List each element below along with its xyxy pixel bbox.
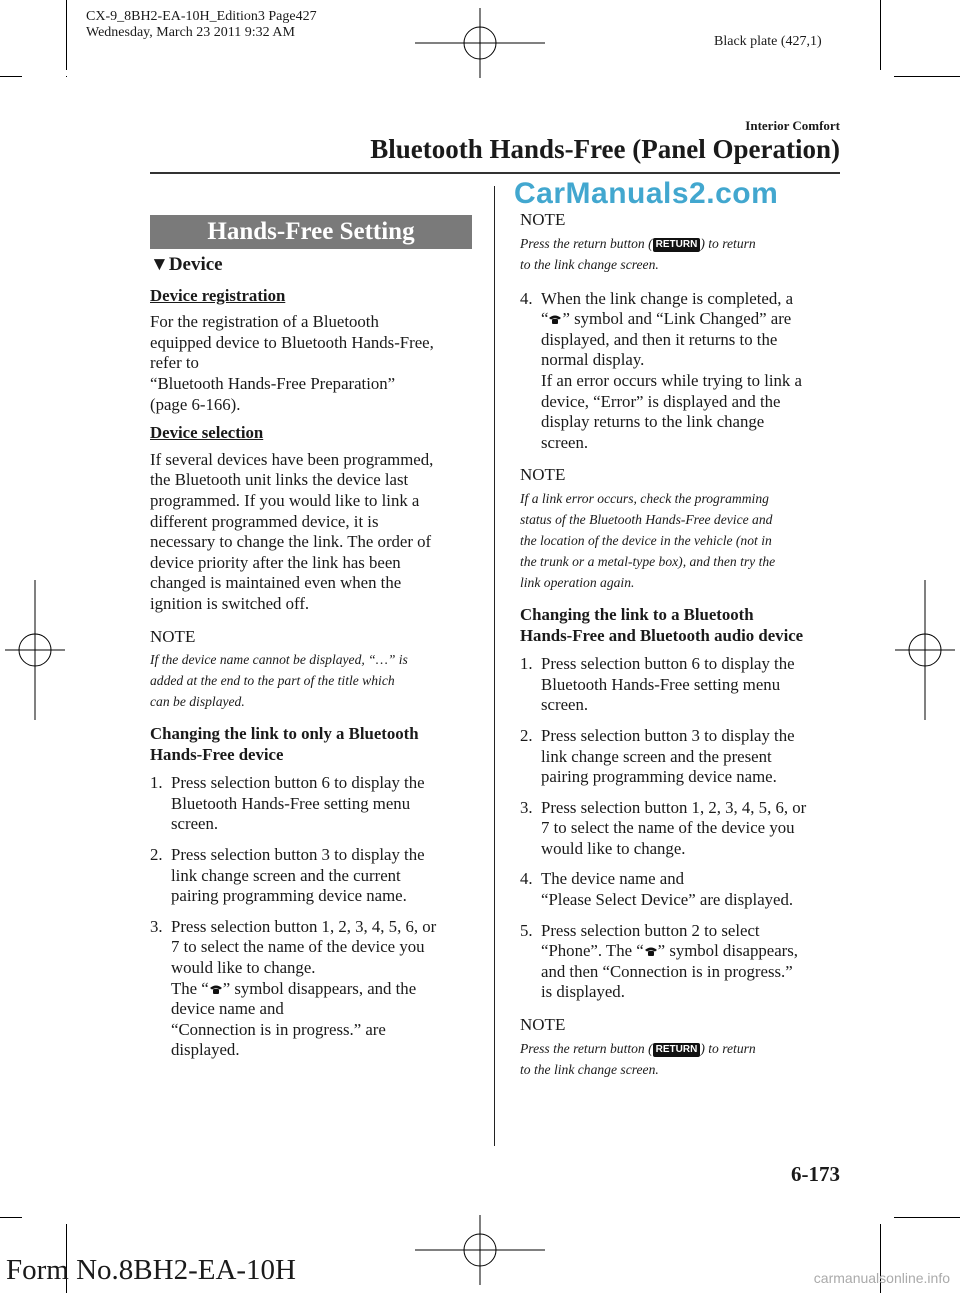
crop-mark <box>894 1217 960 1218</box>
list-item: 2. Press selection button 3 to display the link change screen and the current pairing programming device name. <box>150 845 425 906</box>
phone-icon <box>209 983 223 995</box>
triangle-icon: ▼ <box>150 254 169 275</box>
crop-mark <box>0 76 22 77</box>
registration-crosshair-bottom <box>415 1215 545 1285</box>
note-text: If the device name cannot be displayed, “…” is added at the end to the part of the title which can be displayed. <box>150 652 408 710</box>
crop-mark <box>880 0 881 70</box>
list-item: 1. Press selection button 6 to display the Bluetooth Hands-Free setting menu screen. <box>520 654 795 715</box>
crop-mark <box>66 0 67 70</box>
note-label: NOTE <box>520 465 566 485</box>
note-label: NOTE <box>150 626 196 646</box>
subsection-heading: Changing the link to a Bluetooth Hands-Free and Bluetooth audio device <box>520 604 804 645</box>
list-item: 4. When the link change is completed, a “ ” symbol and “Link Changed” are displayed, and then it returns to the normal display. If an error occurs while trying to link a device, “Error” is displayed and the display returns to the link change screen. <box>520 288 802 452</box>
print-file-line: CX-9_8BH2-EA-10H_Edition3 Page427 <box>86 9 317 24</box>
header-rule <box>150 172 840 174</box>
note-label: NOTE <box>520 1015 566 1035</box>
return-button-icon: RETURN <box>653 1043 701 1057</box>
list-item: 5. Press selection button 2 to select “Phone”. The “ ” symbol disappears, and then “Connection is in progress.” is displayed. <box>520 920 798 1002</box>
phone-icon <box>644 945 658 957</box>
list-item: 3. Press selection button 1, 2, 3, 4, 5, 6, or 7 to select the name of the device you would like to change. The “ ” symbol disappears, and the device name and “Connection is in progress.” are displayed. <box>150 916 437 1060</box>
selection-paragraph: If several devices have been programmed, the Bluetooth unit links the device last programmed. If you would like to link a different programmed device, it is necessary to change the link. The order of device priority after the link has been changed is maintained even when the ignition is switched off. <box>150 449 434 613</box>
column-divider <box>494 186 495 1146</box>
list-item: 3. Press selection button 1, 2, 3, 4, 5, 6, or 7 to select the name of the device you would like to change. <box>520 797 807 858</box>
note-text: Press the return button ( RETURN ) to return to the link change screen. <box>520 235 756 272</box>
note-text: If a link error occurs, check the programming status of the Bluetooth Hands-Free device and the location of the device in the vehicle (not in the trunk or a metal-type box), and then try the link operation again. <box>520 490 776 590</box>
print-date-line: Wednesday, March 23 2011 9:32 AM <box>86 25 295 40</box>
list-item: 4. The device name and “Please Select Device” are displayed. <box>520 869 794 910</box>
page-number: 6-173 <box>791 1162 840 1186</box>
subsection-heading: Changing the link to only a Bluetooth Hands-Free device <box>150 724 419 764</box>
return-button-icon: RETURN <box>653 238 701 252</box>
right-column <box>520 210 842 1088</box>
device-registration-title: Device registration <box>150 285 286 305</box>
watermark-text: CarManuals2.com <box>514 177 779 210</box>
device-heading: ▼Device <box>150 254 223 275</box>
crop-mark <box>66 76 67 77</box>
page-title: Bluetooth Hands-Free (Panel Operation) <box>370 134 840 164</box>
device-selection-title: Device selection <box>150 423 264 443</box>
registration-crosshair-top <box>415 8 545 78</box>
list-item: 2. Press selection button 3 to display the link change screen and the present pairing programming device name. <box>520 725 795 787</box>
form-number: Form No.8BH2-EA-10H <box>6 1254 296 1286</box>
section-banner: Hands-Free Setting <box>150 215 472 249</box>
phone-icon <box>548 313 562 325</box>
plate-label: Black plate (427,1) <box>714 34 822 49</box>
list-item: 1. Press selection button 6 to display the Bluetooth Hands-Free setting menu screen. <box>150 773 425 834</box>
registration-crosshair-left <box>5 580 65 720</box>
footer-site-watermark: carmanualsonline.info <box>813 1270 950 1286</box>
crop-mark <box>894 76 960 77</box>
registration-paragraph: For the registration of a Bluetooth equipped device to Bluetooth Hands-Free, refer to “Bluetooth Hands-Free Preparation” (page 6-166). <box>150 312 434 414</box>
note-label: NOTE <box>520 210 566 229</box>
crop-mark <box>0 1217 22 1218</box>
note-text: Press the return button ( RETURN ) to return to the link change screen. <box>520 1040 756 1077</box>
section-label: Interior Comfort <box>745 118 840 133</box>
registration-crosshair-right <box>895 580 955 720</box>
left-column <box>150 215 472 1071</box>
